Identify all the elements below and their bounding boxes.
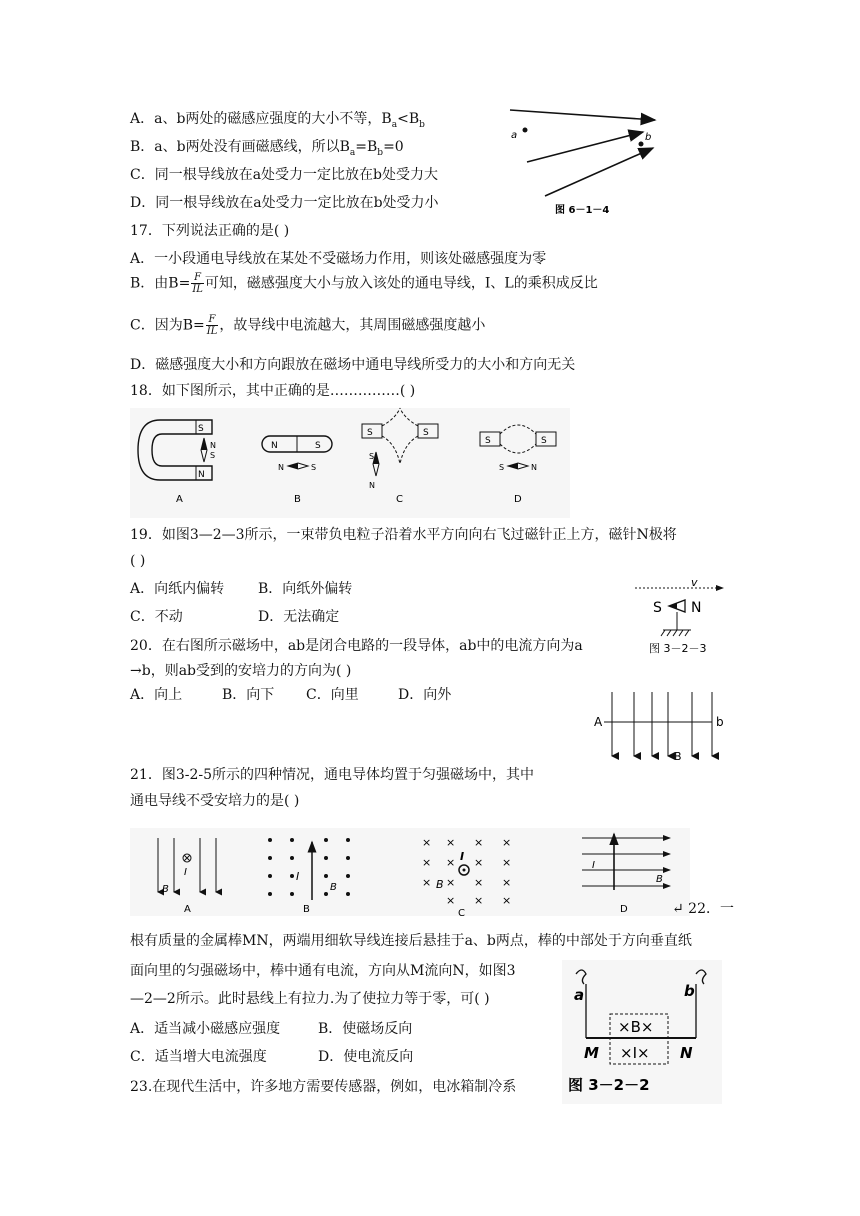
q18-label-d: D bbox=[514, 494, 522, 505]
svg-text:b: b bbox=[716, 715, 724, 729]
q16-option-a: A．a、b两处的磁感应强度的大小不等，$B_a<B_b$ bbox=[130, 111, 425, 130]
q19-stem-2: ( ) bbox=[130, 553, 146, 569]
q17-option-c: C．因为B= $\frac{F}{IL}$ ，故导线中电流越大，其周围磁感强度越小 bbox=[130, 314, 486, 337]
figure-q20-field bbox=[592, 688, 727, 768]
q22-option-c: C．适当增大电流强度 bbox=[130, 1049, 267, 1065]
svg-text:×: × bbox=[474, 894, 484, 907]
figure-caption: 图 6－1－4 bbox=[555, 205, 610, 216]
svg-text:×I×: ×I× bbox=[620, 1044, 650, 1062]
q20-option-d: D．向外 bbox=[398, 687, 452, 703]
svg-text:B: B bbox=[656, 874, 663, 885]
svg-text:×: × bbox=[502, 876, 512, 889]
q22-option-d: D．使电流反向 bbox=[318, 1049, 414, 1065]
q22-line-2: 面向里的匀强磁场中，棒中通有电流，方向从M流向N，如图3 bbox=[130, 963, 516, 979]
svg-text:×B×: ×B× bbox=[618, 1018, 654, 1036]
q20-option-c: C．向里 bbox=[306, 687, 359, 703]
svg-text:N: N bbox=[680, 1044, 693, 1062]
svg-text:N: N bbox=[278, 463, 284, 472]
svg-text:S: S bbox=[311, 463, 317, 472]
svg-text:S: S bbox=[198, 424, 204, 434]
q22-lead: ↵ 22．一 bbox=[672, 901, 734, 917]
q16-option-c: C．同一根导线放在a处受力一定比放在b处受力大 bbox=[130, 167, 439, 183]
velocity-label: v bbox=[691, 576, 698, 589]
fraction-f-over-il: $\frac{F}{IL}$ bbox=[192, 272, 203, 295]
svg-text:S: S bbox=[499, 463, 505, 472]
q21-stem-2: 通电导线不受安培力的是( ) bbox=[130, 793, 300, 809]
q17-option-a: A．一小段通电导线放在某处不受磁场力作用，则该处磁感强度为零 bbox=[130, 251, 547, 267]
svg-text:N: N bbox=[210, 441, 216, 450]
q22-option-a: A．适当减小磁感应强度 bbox=[130, 1021, 281, 1037]
q20-option-a: A．向上 bbox=[130, 687, 183, 703]
q16-option-d: D．同一根导线放在a处受力一定比放在b处受力小 bbox=[130, 195, 439, 211]
q20-option-b: B．向下 bbox=[222, 687, 275, 703]
q22-option-b: B．使磁场反向 bbox=[318, 1021, 413, 1037]
svg-text:×: × bbox=[502, 856, 512, 869]
svg-text:I: I bbox=[592, 860, 595, 871]
svg-text:×: × bbox=[502, 836, 512, 849]
svg-text:×: × bbox=[422, 876, 432, 889]
fig-label-a: a bbox=[511, 130, 518, 141]
q18-label-a: A bbox=[176, 494, 183, 505]
q17-stem: 17．下列说法正确的是( ) bbox=[130, 223, 290, 239]
q16-option-b: B．a、b两处没有画磁感线，所以$B_a=B_b=0$ bbox=[130, 139, 404, 158]
figure-caption: 图 3－2－3 bbox=[649, 642, 707, 655]
svg-text:×: × bbox=[474, 856, 484, 869]
svg-text:S: S bbox=[423, 428, 429, 438]
q20-stem-1: 20．在右图所示磁场中，ab是闭合电路的一段导体，ab中的电流方向为a bbox=[130, 638, 583, 654]
q23-line-1: 23.在现代生活中，许多地方需要传感器，例如，电冰箱制冷系 bbox=[130, 1079, 517, 1095]
svg-text:S: S bbox=[653, 600, 662, 616]
q19-option-b: B．向纸外偏转 bbox=[258, 581, 353, 597]
svg-text:×: × bbox=[446, 876, 456, 889]
q20-stem-2: →b，则ab受到的安培力的方向为( ) bbox=[130, 663, 352, 679]
svg-text:b: b bbox=[684, 982, 695, 1000]
fig-label-b: b bbox=[645, 132, 652, 143]
svg-text:M: M bbox=[584, 1044, 599, 1062]
svg-text:N: N bbox=[531, 463, 537, 472]
svg-text:I: I bbox=[296, 870, 300, 883]
svg-text:N: N bbox=[369, 481, 375, 490]
q18-stem: 18．如下图所示，其中正确的是……………( ) bbox=[130, 383, 416, 399]
q19-stem-1: 19．如图3—2—3所示，一束带负电粒子沿着水平方向向右飞过磁针正上方，磁针N极将 bbox=[130, 527, 677, 543]
figure-6-1-4 bbox=[505, 100, 665, 220]
svg-text:I: I bbox=[460, 850, 465, 863]
svg-text:B: B bbox=[436, 878, 444, 891]
svg-text:N: N bbox=[691, 600, 702, 616]
svg-text:×: × bbox=[502, 894, 512, 907]
q22-line-3: —2—2所示。此时悬线上有拉力.为了使拉力等于零，可( ) bbox=[130, 991, 490, 1007]
svg-text:S: S bbox=[541, 436, 547, 446]
q19-option-c: C．不动 bbox=[130, 609, 183, 625]
svg-text:A: A bbox=[184, 904, 191, 915]
svg-text:S: S bbox=[315, 441, 321, 451]
figure-3-2-3 bbox=[615, 576, 730, 658]
q18-figures bbox=[130, 408, 570, 518]
q21-figures bbox=[130, 828, 690, 919]
svg-text:×: × bbox=[422, 836, 432, 849]
svg-text:B: B bbox=[330, 882, 337, 893]
fraction-f-over-il: $\frac{F}{IL}$ bbox=[206, 314, 218, 337]
svg-text:S: S bbox=[485, 436, 491, 446]
q19-option-d: D．无法确定 bbox=[258, 609, 340, 625]
svg-text:A: A bbox=[594, 715, 603, 729]
svg-text:S: S bbox=[369, 452, 375, 461]
q21-stem-1: 21．图3-2-5所示的四种情况，通电导体均置于匀强磁场中，其中 bbox=[130, 767, 534, 783]
svg-text:×: × bbox=[446, 894, 456, 907]
svg-text:B: B bbox=[303, 904, 310, 915]
svg-text:N: N bbox=[271, 441, 278, 451]
q19-option-a: A．向纸内偏转 bbox=[130, 581, 225, 597]
svg-text:×: × bbox=[474, 876, 484, 889]
svg-text:S: S bbox=[367, 428, 373, 438]
q18-label-c: C bbox=[396, 494, 403, 505]
q17-option-b: B．由B= $\frac{F}{IL}$ 可知，磁感强度大小与放入该处的通电导线，I、L的乘积成反比 bbox=[130, 272, 598, 295]
q22-line-1: 根有质量的金属棒MN，两端用细软导线连接后悬挂于a、b两点，棒的中部处于方向垂直纸 bbox=[130, 933, 692, 949]
svg-text:S: S bbox=[210, 451, 216, 460]
svg-text:×: × bbox=[446, 836, 456, 849]
svg-text:a: a bbox=[574, 986, 585, 1004]
svg-text:B: B bbox=[162, 884, 169, 895]
figure-3-2-2 bbox=[562, 960, 722, 1104]
q18-label-b: B bbox=[294, 494, 301, 505]
q17-option-d: D．磁感强度大小和方向跟放在磁场中通电导线所受力的大小和方向无关 bbox=[130, 357, 576, 373]
svg-text:C: C bbox=[458, 908, 465, 919]
svg-text:×: × bbox=[474, 836, 484, 849]
svg-text:B: B bbox=[674, 750, 682, 763]
svg-text:I: I bbox=[184, 867, 187, 878]
svg-text:D: D bbox=[620, 904, 628, 915]
svg-text:×: × bbox=[446, 856, 456, 869]
figure-caption: 图 3－2－2 bbox=[568, 1076, 650, 1094]
svg-text:×: × bbox=[422, 856, 432, 869]
svg-text:N: N bbox=[198, 470, 205, 480]
